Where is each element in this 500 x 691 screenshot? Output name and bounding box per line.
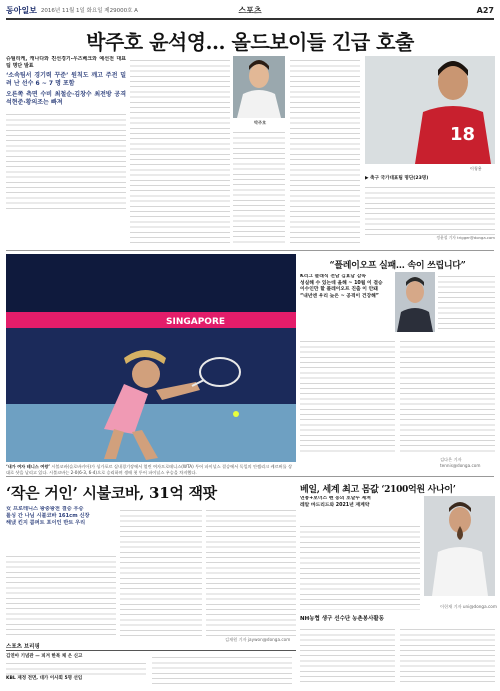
newspaper-logo: 동아일보 bbox=[6, 4, 37, 15]
nh-story-title: NH농협 생구 선수단 농촌봉사활동 bbox=[300, 616, 385, 622]
sports-briefs-title: 스포츠 브리핑 bbox=[6, 642, 296, 651]
body-text bbox=[6, 110, 126, 210]
cibulkova-col-1 bbox=[6, 552, 116, 636]
tennis-caption-text: 시불코바(슬로바키아)가 싱가포르 실내경기장에서 열린 여자프로테니스(WTA) 투어 파이널스 결승에서 독일의 안젤리크 케르버를 상대로 샷을 날리고 있다. 시불코바는 2-0(6-3, 6-4)으로 승리하며 생애 첫 투어 파이널스 우승을 차지했다. bbox=[6, 464, 293, 475]
nh-col-2 bbox=[400, 625, 495, 683]
page-number: A27 bbox=[476, 5, 494, 15]
issue-date: 2016년 11월 1일 화요일 제29000호 A bbox=[40, 8, 138, 14]
top-story-sub-2: ‘소속팀서 경기력 꾸준’ 원칙도 깨고 주전 밀려 난 선수 6 ~ 7 명 포함 bbox=[6, 72, 126, 87]
brief-text-1 bbox=[6, 659, 146, 675]
coach-photo bbox=[395, 272, 435, 332]
playoff-col-1 bbox=[300, 337, 395, 455]
nh-story bbox=[300, 614, 495, 686]
top-story-col-1 bbox=[6, 56, 126, 246]
tennis-caption-bold: ‘내가 여자 테니스 여왕’ bbox=[6, 464, 50, 469]
brief-text-2 bbox=[152, 653, 292, 687]
playoff-byline: 김다은 기자 tennis@donga.com bbox=[440, 457, 481, 468]
masthead-rule bbox=[6, 18, 494, 20]
right-photo-caption: 이청용 bbox=[470, 166, 482, 171]
brief-item-1: 김연아 기념관 — 피겨 한복 체 은 신고 bbox=[6, 654, 83, 659]
top-headline: 박주호 윤석영… 올드보이들 긴급 호출 bbox=[86, 30, 414, 54]
sports-briefs bbox=[6, 642, 296, 686]
section-title: 스포츠 bbox=[238, 5, 262, 15]
squad-list-box bbox=[365, 175, 495, 245]
playoff-sub-1: K리그 클래식 전남 김효담 감독 bbox=[300, 274, 367, 279]
top-story-sub-1: 슈틸리케, 캐나다와 친선경기-우즈베크와 예선전 대표팀 명단 발표 bbox=[6, 56, 126, 69]
bale-col-1 bbox=[300, 522, 420, 610]
playoff-sub-2: 성실해 수 있는데 올해 ~ 10월 이 결승 bbox=[300, 280, 383, 286]
player-photo bbox=[233, 56, 285, 118]
squad-list-text bbox=[365, 183, 495, 235]
top-story-col-3 bbox=[290, 56, 360, 246]
bale-headline: 베일, 세계 최고 몸값 ‘2100억원 사나이’ bbox=[300, 485, 456, 495]
player-caption: 박주호 bbox=[254, 120, 267, 125]
cibulkova-subheads bbox=[6, 506, 116, 550]
bale-subheads bbox=[300, 496, 420, 520]
svg-text:18: 18 bbox=[450, 124, 476, 145]
bale-sub-2: 연봉+보너스 펜 동의 호날두 제쳐 bbox=[300, 496, 371, 501]
cibulkova-headline: ‘작은 거인’ 시불코바, 31억 잭팟 bbox=[6, 484, 217, 502]
playoff-sub-3: 이수인만 할 플레이오프 진출 이 안돼 bbox=[300, 287, 378, 292]
cibulkova-sub-1: 女 프로테니스 왕중왕전 결승 우승 bbox=[6, 506, 84, 512]
playoff-headline: “플레이오프 실패… 속이 쓰립니다” bbox=[329, 261, 466, 271]
masthead bbox=[6, 4, 494, 16]
cibulkova-sub-3: 해냈 킨지 콥퍼트 포이인 반트 우리 bbox=[6, 520, 86, 526]
squad-box-byline: 정윤철 기자 trigger@donga.com bbox=[436, 235, 495, 240]
playoff-sub-4: “내년엔 우리 늦은 ~ 공격이 건강해” bbox=[300, 293, 379, 299]
bale-sub-1: 레알 마드리드와 2021년 재계약 bbox=[300, 502, 370, 508]
player-photo-red-jersey bbox=[365, 56, 495, 164]
top-story-col-2b bbox=[233, 128, 285, 246]
playoff-col-top-right bbox=[438, 272, 495, 332]
top-story-col-2 bbox=[130, 56, 230, 246]
brief-item-2: KBL 재정 전면, 대가 이사회 5명 선임 bbox=[6, 676, 83, 681]
playoff-subheads bbox=[300, 274, 390, 334]
section-divider bbox=[6, 250, 494, 251]
playoff-col-2 bbox=[400, 337, 495, 455]
cibulkova-col-3 bbox=[206, 506, 296, 636]
section-divider-2 bbox=[6, 476, 494, 477]
bale-photo bbox=[424, 496, 495, 596]
tennis-photo bbox=[6, 254, 296, 462]
cibulkova-sub-2: 롤싱 간 나님 시불코바 161cm 신장 bbox=[6, 513, 90, 519]
arena-banner: SINGAPORE bbox=[166, 317, 226, 327]
cibulkova-byline: 김재원 기자 jaywon@donga.com bbox=[225, 637, 291, 642]
cibulkova-col-2 bbox=[120, 506, 202, 636]
top-story-sub-3: 오른쪽 측면 수비 최철순·김창수 최전방 공격 석현준·황의조는 빠져 bbox=[6, 91, 126, 106]
tennis-photo-caption bbox=[6, 464, 296, 475]
nh-col-1 bbox=[300, 625, 395, 683]
bale-byline: 이헌재 기자 uni@donga.com bbox=[440, 604, 497, 609]
squad-box-title: ▶ 축구 국가대표팀 명단(23명) bbox=[365, 176, 429, 181]
